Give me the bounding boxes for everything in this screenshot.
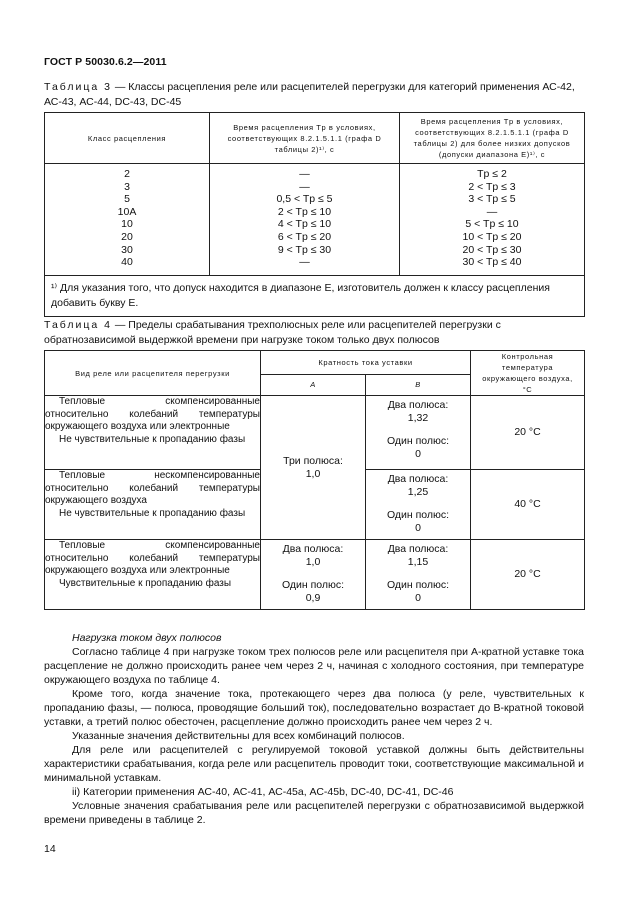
standard-header: ГОСТ Р 50030.6.2—2011 [44, 56, 167, 68]
table4-col1-header: Вид реле или расцепителя перегрузки [45, 351, 261, 396]
table4-subheader-a: A [261, 374, 366, 395]
table4-row2-b-cell [366, 470, 471, 540]
table3-row-0-t: — [299, 168, 310, 180]
table3-row-7-t: — [299, 256, 310, 269]
row2-desc-type: Тепловые нескомпенсированные относительно колебаний температуры окружающего воздуха [45, 470, 260, 506]
row1-b-label2: Один полюс: [386, 435, 450, 448]
table4-row-1 [45, 396, 585, 470]
table4-caption-text: — Пределы срабатывания трехполюсных реле или расцепителей перегрузки с обратнозависимой выдержкой времени при нагрузке током только двух полюсов [44, 319, 501, 346]
table3-row-4-t: 4 < Tp ≤ 10 [277, 218, 332, 231]
paragraph-6: Условные значения срабатывания реле или расцепителей перегрузки с обратнозависимой выдержкой времени приведены в таблице 2. [44, 800, 584, 826]
table3-row-5-cls: 20 [121, 230, 133, 243]
row1-b-label1: Два полюса: [387, 399, 449, 411]
table3-row-1-cls: 3 [124, 180, 130, 193]
paragraph-1: Согласно таблице 4 при нагрузке током трех полюсов реле или расцепителя при А-кратной уставке тока расцепление не должно происходить ранее чем через 2 ч, начиная с холодного состояния, при температуре окружающего воздуха по таблице 4. [44, 646, 584, 686]
table3-row-2-cls: 5 [124, 193, 130, 206]
table3-caption-label: Таблица 3 [44, 81, 112, 93]
row2-b-value1: 1,25 [407, 485, 429, 498]
row1-desc-type: Тепловые скомпенсированные относительно колебаний температуры окружающего воздуха или электронные [45, 396, 260, 432]
row1-b-value1: 1,32 [407, 411, 429, 424]
row2-b-value2: 0 [415, 521, 421, 534]
table3-row-5-tE: 10 < Tp ≤ 20 [462, 230, 522, 243]
row3-desc-type: Тепловые скомпенсированные относительно колебаний температуры окружающего воздуха или электронные [45, 540, 260, 576]
row3-b-label2: Один полюс: [386, 579, 450, 592]
table3-row-0-tE: Tp ≤ 2 [477, 168, 507, 180]
table3-col1-header: Класс расцепления [45, 113, 210, 164]
row1-b-value2: 0 [415, 447, 421, 460]
table4-row-3 [45, 540, 585, 610]
table3-row-1-t: — [299, 180, 310, 193]
merged-a-label: Три полюса: [283, 454, 343, 467]
table3-data-row [45, 164, 585, 276]
table3-row-6-tE: 20 < Tp ≤ 30 [462, 243, 522, 256]
table4-row3-a-cell [261, 540, 366, 610]
table3-header-row [45, 113, 585, 164]
row3-desc-sensitivity: Чувствительные к пропаданию фазы [59, 577, 232, 589]
table3-row-7-cls: 40 [121, 256, 133, 269]
row3-a-label2: Один полюс: [281, 579, 345, 592]
row3-b-value1: 1,15 [407, 555, 429, 568]
row3-a-value2: 0,9 [305, 591, 321, 604]
row3-b-value2: 0 [415, 591, 421, 604]
table3-time-column [210, 164, 400, 276]
row1-desc-sensitivity: Не чувствительные к пропаданию фазы [59, 433, 246, 445]
page-number: 14 [44, 843, 56, 855]
paragraph-5: ii) Категории применения АС-40, АС-41, АС-45а, АС-45b, DC-40, DC-41, DC-46 [72, 786, 454, 798]
section-heading: Нагрузка током двух полюсов [72, 632, 222, 644]
body-text [44, 631, 584, 827]
table3-row-7-tE: 30 < Tp ≤ 40 [462, 256, 522, 269]
table4-merged-a-cell [261, 396, 366, 540]
table4-row2-description [45, 470, 261, 540]
table3-row-6-t: 9 < Tp ≤ 30 [277, 243, 332, 256]
row3-a-value1: 1,0 [305, 555, 321, 568]
table3-row-4-tE: 5 < Tp ≤ 10 [465, 218, 519, 231]
table3-class-column [45, 164, 210, 276]
table3-footnote: ¹⁾ Для указания того, что допуск находится в диапазоне Е, изготовитель должен к классу расцепления добавить букву Е. [45, 276, 585, 317]
table3-col2-header: Время расцепления Tp в условиях, соответствующих 8.2.1.5.1.1 (графа D таблицы 2)¹⁾, с [210, 113, 400, 164]
paragraph-3: Указанные значения действительны для всех комбинаций полюсов. [72, 730, 405, 742]
table3-row-6-cls: 30 [121, 243, 133, 256]
table3-caption-text: — Классы расцепления реле или расцепителей перегрузки для категорий применения АС-42, АС-43, АС-44, DC-43, DC-45 [44, 81, 575, 108]
table4-caption [44, 318, 584, 348]
table4-col3-header: Контрольная температура окружающего воздуха, °С [471, 351, 585, 396]
paragraph-4: Для реле или расцепителей с регулируемой токовой уставкой должны быть действительны характеристики срабатывания, когда реле или расцепитель проводит токи, соответствующие максимальной и минимальной уставкам. [44, 744, 584, 784]
table3-caption [44, 80, 584, 110]
table3-row-5-t: 6 < Tp ≤ 20 [277, 230, 332, 243]
table3-row-3-t: 2 < Tp ≤ 10 [277, 205, 332, 218]
row3-a-label1: Два полюса: [282, 543, 344, 555]
table3-timeE-column [400, 164, 585, 276]
row2-b-label2: Один полюс: [386, 509, 450, 522]
table3-row-2-tE: 3 < Tp ≤ 5 [468, 193, 516, 206]
table3-row-3-cls: 10A [117, 205, 137, 218]
row3-b-label1: Два полюса: [387, 543, 449, 555]
table3-footnote-row [45, 276, 585, 317]
table3-col3-header: Время расцепления Tp в условиях, соответствующих 8.2.1.5.1.1 (графа D таблицы 2) для более низких допусков (допуски диапазона Е)¹⁾, с [400, 113, 585, 164]
table3-row-3-tE: — [486, 205, 498, 218]
table4-row1-b-cell [366, 396, 471, 470]
table4-col2-header: Кратность тока уставки [261, 351, 471, 375]
table3-row-2-t: 0,5 < Tp ≤ 5 [276, 193, 333, 206]
row2-b-label1: Два полюса: [387, 473, 449, 485]
table4 [44, 350, 585, 610]
table3-row-1-tE: 2 < Tp ≤ 3 [468, 180, 516, 193]
row2-desc-sensitivity: Не чувствительные к пропаданию фазы [59, 507, 246, 519]
table4-caption-label: Таблица 4 [44, 319, 112, 331]
paragraph-2: Кроме того, когда значение тока, протекающего через два полюса (у реле, чувствительных к пропаданию фазы, — полюса, проводящие больший ток), последовательно возрастает до В-кратной токовой уставки, а третий полюс обесточен, расцепление должно происходить ранее чем через 2 ч. [44, 688, 584, 728]
table3 [44, 112, 585, 317]
table4-row2-temp: 40 °С [471, 470, 585, 540]
table4-row3-b-cell [366, 540, 471, 610]
table4-row3-temp: 20 °С [471, 540, 585, 610]
merged-a-value: 1,0 [305, 467, 321, 480]
table4-row1-temp: 20 °С [471, 396, 585, 470]
table4-row3-description [45, 540, 261, 610]
table4-row1-description [45, 396, 261, 470]
table3-row-4-cls: 10 [121, 218, 133, 231]
table3-row-0-cls: 2 [124, 168, 130, 180]
table4-subheader-b: B [366, 374, 471, 395]
